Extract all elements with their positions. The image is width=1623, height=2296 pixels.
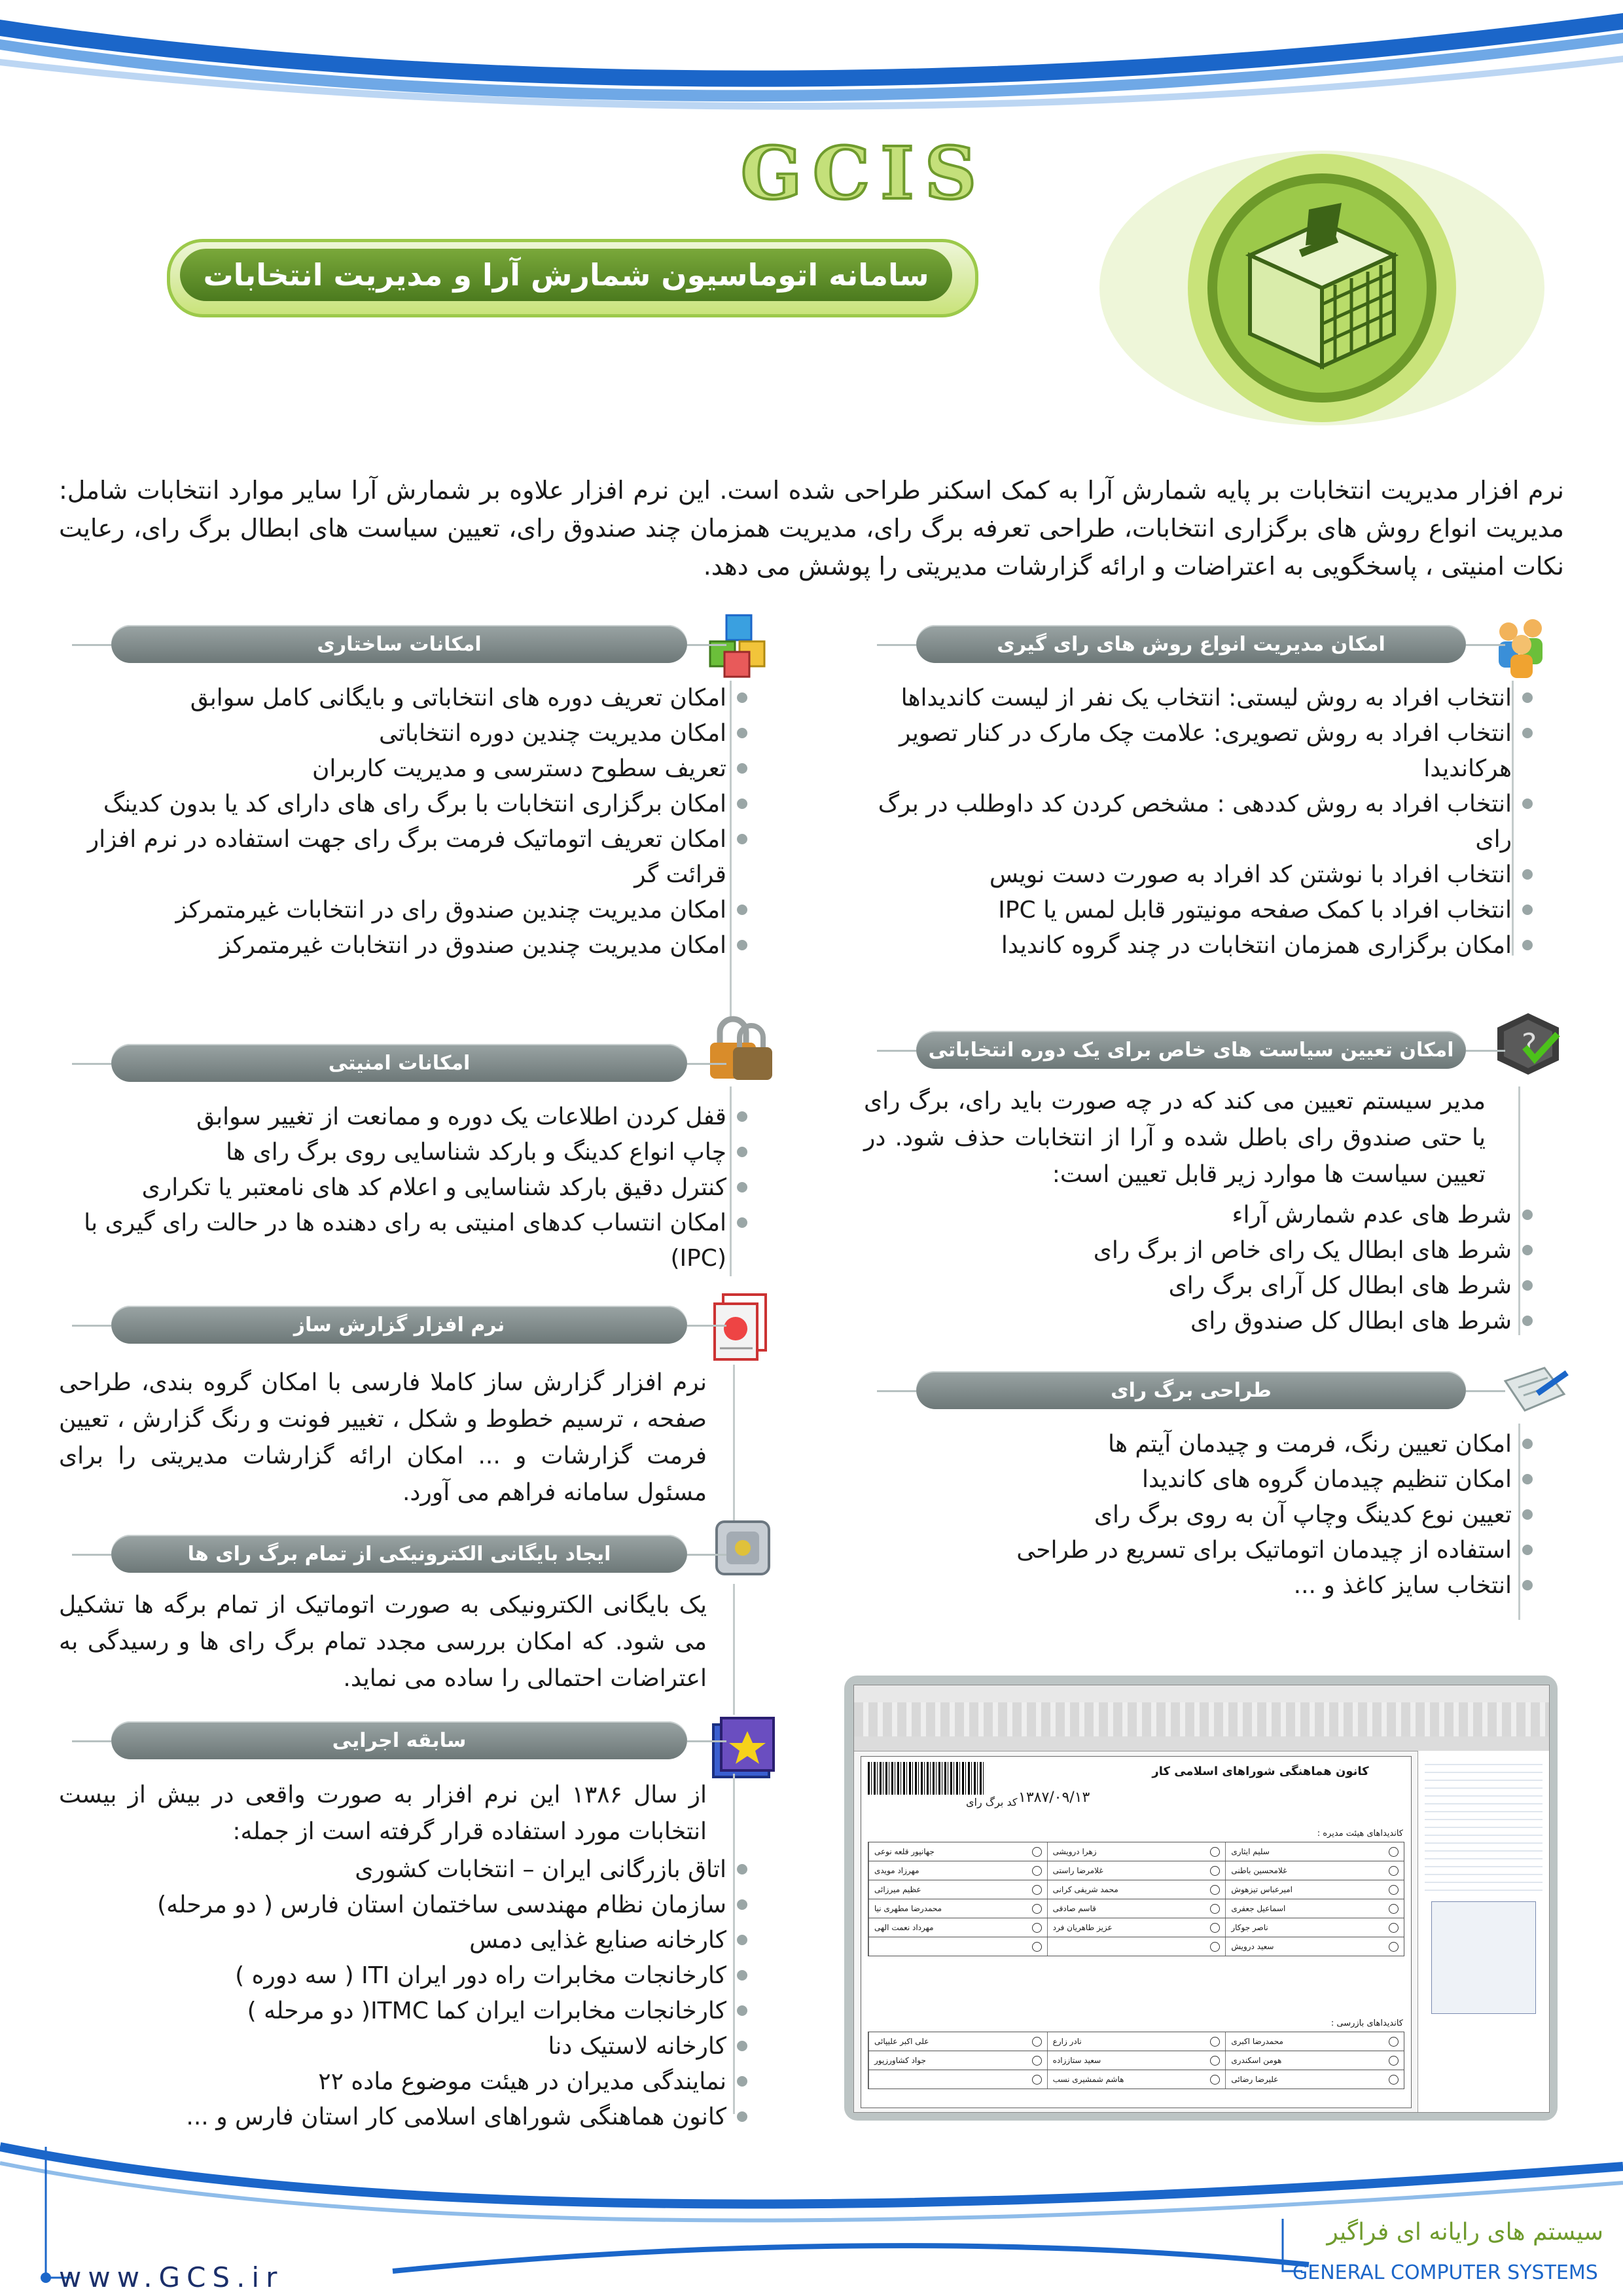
section-title-methods: امکان مدیریت انواع روش های رای گیری — [916, 625, 1466, 663]
list-item: امکان تعریف اتوماتیک فرمت برگ رای جهت استفاده در نرم افزار قرائت گر — [59, 822, 753, 893]
policy-checkmark-icon — [1492, 1008, 1564, 1080]
candidate-cell[interactable] — [1225, 1842, 1404, 1861]
section-title-report: نرم افزار گزارش ساز — [111, 1306, 687, 1344]
history-list — [59, 1852, 753, 2135]
list-item: انتخاب افراد با کمک صفحه مونیتور قابل لمس یا IPC — [877, 893, 1538, 928]
thumbnail-preview — [1431, 1901, 1536, 2014]
gcis-logo: GCIS — [740, 131, 988, 215]
list-item: انتخاب افراد به روش لیستی: انتخاب یک نفر از لیست کاندیداها — [877, 681, 1538, 716]
list-item: شرط های ابطال کل صندوق رای — [877, 1304, 1538, 1339]
vote-circle-icon[interactable] — [1210, 2056, 1220, 2066]
candidate-row — [868, 2070, 1404, 2089]
candidate-row — [868, 1880, 1404, 1899]
section-line-report — [733, 1365, 735, 1535]
vote-circle-icon[interactable] — [1210, 1942, 1220, 1952]
methods-list — [877, 681, 1538, 963]
candidate-name: عظیم میرزائی — [874, 1885, 921, 1894]
vote-circle-icon[interactable] — [1210, 2075, 1220, 2085]
candidate-cell[interactable] — [1225, 2070, 1404, 2089]
vote-circle-icon[interactable] — [1210, 2037, 1220, 2047]
candidate-cell[interactable] — [1047, 2051, 1226, 2070]
candidate-cell[interactable] — [868, 2051, 1047, 2070]
vote-circle-icon[interactable] — [1210, 1866, 1220, 1876]
policy-list — [877, 1198, 1538, 1339]
candidate-name: ناصر جوکار — [1231, 1923, 1268, 1932]
candidate-cell[interactable] — [868, 1899, 1047, 1918]
vote-circle-icon[interactable] — [1032, 2075, 1042, 2085]
candidate-cell[interactable] — [1225, 1937, 1404, 1956]
candidate-name: جهانپور قلعه نوعی — [874, 1847, 935, 1856]
candidate-name: جواد کشاورزپور — [874, 2056, 926, 2065]
website-url[interactable]: www.GCS.ir — [59, 2261, 284, 2293]
candidate-name: عزیز طاهریان فرد — [1052, 1923, 1113, 1932]
history-folder-star-icon — [707, 1712, 779, 1784]
vote-circle-icon[interactable] — [1032, 2056, 1042, 2066]
candidate-cell[interactable] — [868, 1842, 1047, 1861]
vote-circle-icon[interactable] — [1032, 1942, 1042, 1952]
candidate-row — [868, 1861, 1404, 1880]
candidate-row — [868, 1918, 1404, 1937]
candidate-name: سعید درویش — [1231, 1942, 1274, 1951]
list-item: امکان مدیریت چندین صندوق رای در انتخابات غیرمتمرکز — [59, 893, 753, 928]
tab-strip[interactable] — [854, 1736, 1549, 1751]
candidate-cell[interactable] — [1047, 1842, 1226, 1861]
candidate-name: سلیم ایثاری — [1231, 1847, 1270, 1856]
vote-circle-icon[interactable] — [1210, 1847, 1220, 1857]
candidate-cell[interactable] — [868, 2070, 1047, 2089]
list-item: تعریف سطوح دسترسی و مدیریت کاربران — [59, 751, 753, 787]
candidate-name: علی اکبر علیپائی — [874, 2037, 929, 2046]
ballot-paper — [861, 1756, 1412, 2108]
candidate-name: هومن اسکندری — [1231, 2056, 1282, 2065]
list-item: انتخاب افراد با نوشتن کد افراد به صورت دست نویس — [877, 857, 1538, 893]
candidate-row — [868, 1899, 1404, 1918]
vote-circle-icon[interactable] — [1032, 1904, 1042, 1914]
candidate-name: غلامحسین باطنی — [1231, 1866, 1287, 1875]
candidate-name: سعید ستاززاده — [1052, 2056, 1101, 2065]
candidate-name: اسماعیل جعفری — [1231, 1904, 1286, 1913]
intro-paragraph: نرم افزار مدیریت انتخابات بر پایه شمارش آرا به کمک اسکنر طراحی شده است. این نرم افزار علاوه بر شمارش آرا سایر موارد انتخابات شامل: مدیریت انواع روش های برگزاری انتخابات، طراحی تعرفه برگ رای، مدیریت همزمان چند صندوق رای، تعیین سیاست های ابطال برگ رای، رعایت نکات امنیتی ، پاسخگویی به اعتراضات و ارائه گزارشات مدیریتی را پوشش می دهد. — [59, 476, 1564, 581]
vote-circle-icon[interactable] — [1032, 1923, 1042, 1933]
candidate-cell[interactable] — [1047, 1918, 1226, 1937]
list-item: نمایندگی مدیران در هیئت موضوع ماده ۲۲ — [59, 2064, 753, 2100]
candidate-row — [868, 1842, 1404, 1861]
candidate-cell[interactable] — [1225, 1899, 1404, 1918]
company-name-en: GENERAL COMPUTER SYSTEMS — [1293, 2261, 1598, 2284]
history-text: از سال ۱۳۸۶ این نرم افزار به صورت واقعی در بیش از بیست انتخابات مورد استفاده قرار گرفته است از جمله: — [59, 1782, 707, 1845]
vote-circle-icon[interactable] — [1032, 1866, 1042, 1876]
candidate-cell[interactable] — [1047, 1880, 1226, 1899]
vote-circle-icon[interactable] — [1032, 1847, 1042, 1857]
candidate-name: مهرزاد مویدی — [874, 1866, 919, 1875]
candidate-cell[interactable] — [1047, 1899, 1226, 1918]
software-window — [853, 1685, 1550, 2113]
list-item: کارخانجات مخابرات ایران کما ITMC( دو مرحله ) — [59, 1994, 753, 2029]
ballot-date: ۱۳۸۷/۰۹/۱۳ — [1018, 1789, 1090, 1806]
list-item: کارخانه صنایع غذایی دمس — [59, 1923, 753, 1958]
svg-text:?: ? — [1522, 1028, 1537, 1061]
list-item: تعیین نوع کدینگ وچاپ آن به روی برگ رای — [877, 1498, 1538, 1533]
list-item: انتخاب سایز کاغذ و ... — [877, 1568, 1538, 1604]
list-item: شرط های ابطال یک رای خاص از برگ رای — [877, 1233, 1538, 1268]
candidate-name: غلامرضا راستی — [1052, 1866, 1103, 1875]
candidate-cell[interactable] — [1225, 1880, 1404, 1899]
vote-circle-icon[interactable] — [1389, 1942, 1399, 1952]
candidate-name: هاشم شمشیری نسب — [1052, 2075, 1124, 2084]
candidate-row — [868, 2032, 1404, 2051]
list-item: اتاق بازرگانی ایران – انتخابات کشوری — [59, 1852, 753, 1888]
list-item: شرط های ابطال کل آرای برگ رای — [877, 1268, 1538, 1304]
vote-circle-icon[interactable] — [1389, 2075, 1399, 2085]
vote-circle-icon[interactable] — [1389, 2037, 1399, 2047]
list-item: کارخانجات مخابرات راه دور ایران ITI ( سه دوره ) — [59, 1958, 753, 1994]
section-title-policy: امکان تعیین سیاست های خاص برای یک دوره انتخاباتی — [916, 1031, 1466, 1069]
report-text: نرم افزار گزارش ساز کاملا فارسی با امکان گروه بندی، طراحی صفحه ، ترسیم خطوط و شکل ، تغییر فونت و رنگ گزارش ، تعیین فرمت گزارشات و ... امکان ارائه گزارشات مدیریتی را برای مسئول سامانه فراهم می آورد. — [59, 1369, 707, 1506]
header-emblem — [1073, 131, 1544, 445]
section-title-ballot-design: طراحی برگ رای — [916, 1371, 1466, 1409]
candidate-row — [868, 2051, 1404, 2070]
candidate-name: نادر زارع — [1052, 2037, 1082, 2046]
group2-label: کاندیداهای بازرسی : — [1330, 2018, 1403, 2028]
list-item: امکان تعیین رنگ، فرمت و چیدمان آیتم ها — [877, 1427, 1538, 1462]
list-item: امکان تنظیم چیدمان گروه های کاندیدا — [877, 1462, 1538, 1498]
list-item: سازمان نظام مهندسی ساختمان استان فارس ( دو مرحله) — [59, 1888, 753, 1923]
vote-circle-icon[interactable] — [1032, 1885, 1042, 1895]
candidate-row — [868, 1937, 1404, 1956]
candidate-name: محمد شریفی کرانی — [1052, 1885, 1118, 1894]
candidate-name: مهرداد نعمت الهی — [874, 1923, 934, 1932]
section-title-structure: امکانات ساختاری — [111, 625, 687, 663]
vote-circle-icon[interactable] — [1210, 1904, 1220, 1914]
candidate-grid-inspectors — [868, 2032, 1404, 2089]
barcode — [868, 1762, 986, 1795]
candidate-name: محمدرضا اکبری — [1231, 2037, 1283, 2046]
list-item: کارخانه لاستیک دنا — [59, 2029, 753, 2064]
candidate-name: علیرضا رضائی — [1231, 2075, 1279, 2084]
list-item: امکان برگزاری انتخابات با برگ رای های دارای کد یا بدون کدینگ — [59, 787, 753, 822]
candidate-cell[interactable] — [868, 1880, 1047, 1899]
vote-circle-icon[interactable] — [1389, 1923, 1399, 1933]
list-item: امکان مدیریت چندین دوره انتخاباتی — [59, 716, 753, 751]
candidate-cell[interactable] — [1225, 1861, 1404, 1880]
section-title-security: امکانات امنیتی — [111, 1044, 687, 1082]
policy-text: مدیر سیستم تعیین می کند که در چه صورت باید رای، برگ رای یا حتی صندوق رای باطل شده و آرا از انتخابات حذف شود. در تعیین سیاست ها موارد زیر قابل تعیین است: — [864, 1088, 1486, 1188]
candidate-name: قاسم صادقی — [1052, 1904, 1096, 1913]
software-screenshot-frame — [844, 1676, 1558, 2121]
padlock-icon — [704, 1011, 776, 1083]
candidate-cell[interactable] — [1047, 1937, 1226, 1956]
candidate-cell[interactable] — [868, 2032, 1047, 2051]
list-item: انتخاب افراد به روش کددهی : مشخص کردن کد داوطلب در برگ رای — [877, 787, 1538, 857]
vote-circle-icon[interactable] — [1389, 2056, 1399, 2066]
candidate-cell[interactable] — [1047, 2032, 1226, 2051]
candidate-grid-board — [868, 1842, 1404, 1956]
section-title-archive: ایجاد بایگانی الکترونیکی از تمام برگ رای ها — [111, 1535, 687, 1573]
toolbar[interactable] — [854, 1702, 1549, 1737]
security-list — [59, 1100, 753, 1276]
tree-panel[interactable] — [1418, 1751, 1549, 2112]
list-item: شرط های عدم شمارش آراء — [877, 1198, 1538, 1233]
vote-circle-icon[interactable] — [1210, 1885, 1220, 1895]
vote-circle-icon[interactable] — [1210, 1923, 1220, 1933]
candidate-name: امیرعباس تیزهوش — [1231, 1885, 1293, 1894]
list-item: قفل کردن اطلاعات یک دوره و ممانعت از تغییر سوابق — [59, 1100, 753, 1135]
top-wave-decoration — [0, 0, 1623, 111]
archive-box-icon — [707, 1512, 779, 1584]
candidate-cell[interactable] — [1225, 2051, 1404, 2070]
candidate-cell[interactable] — [1225, 2032, 1404, 2051]
ballot-design-pen-icon — [1499, 1355, 1571, 1427]
ballot-title: کانون هماهنگی شوراهای اسلامی کار — [1152, 1765, 1369, 1778]
tree-items[interactable] — [1425, 1757, 1543, 1895]
company-name-fa: سیستم های رایانه ای فراگیر — [1327, 2219, 1603, 2246]
candidate-cell[interactable] — [1047, 2070, 1226, 2089]
list-item: کنترل دقیق بارکد شناسایی و اعلام کد های نامعتبر یا تکراری — [59, 1170, 753, 1206]
list-item: استفاده از چیدمان اتوماتیک برای تسریع در طراحی — [877, 1533, 1538, 1568]
ballot-design-list — [877, 1427, 1538, 1604]
archive-text: یک بایگانی الکترونیکی به صورت اتوماتیک از تمام برگه ها تشکیل می شود. که امکان بررسی مجدد تمام برگ رای ها و رسیدگی به اعتراضات احتمالی را ساده می نماید. — [59, 1592, 707, 1692]
vote-circle-icon[interactable] — [1389, 1885, 1399, 1895]
list-item: چاپ انواع کدینگ و بارکد شناسایی روی برگ رای ها — [59, 1135, 753, 1170]
group1-label: کاندیداهای هیئت مدیره : — [1317, 1829, 1403, 1839]
candidate-cell[interactable] — [868, 1918, 1047, 1937]
candidate-cell[interactable] — [1225, 1918, 1404, 1937]
section-line-archive — [733, 1584, 735, 1715]
structure-list — [59, 681, 753, 963]
list-item: امکان تعریف دوره های انتخاباتی و بایگانی کامل سوابق — [59, 681, 753, 716]
ballot-code-label: کد برگ رای — [966, 1796, 1018, 1808]
vote-circle-icon[interactable] — [1389, 1847, 1399, 1857]
candidate-cell[interactable] — [868, 1861, 1047, 1880]
list-item: امکان برگزاری همزمان انتخابات در چند گروه کاندیدا — [877, 928, 1538, 963]
candidate-cell[interactable] — [868, 1937, 1047, 1956]
vote-circle-icon[interactable] — [1389, 1904, 1399, 1914]
list-item: انتخاب افراد به روش تصویری: علامت چک مارک در کنار تصویر هرکاندیدا — [877, 716, 1538, 787]
candidate-name: محمدرضا مطهری نیا — [874, 1904, 942, 1913]
vote-circle-icon[interactable] — [1389, 1866, 1399, 1876]
candidate-cell[interactable] — [1047, 1861, 1226, 1880]
vote-circle-icon[interactable] — [1032, 2037, 1042, 2047]
header-title: سامانه اتوماسیون شمارش آرا و مدیریت انتخابات — [180, 249, 952, 301]
menu-bar — [854, 1685, 1549, 1703]
candidate-name: زهرا درویشی — [1052, 1847, 1097, 1856]
list-item: امکان انتساب کدهای امنیتی به رای دهنده ها در حالت رای گیری با (IPC) — [59, 1206, 753, 1276]
list-item: امکان مدیریت چندین صندوق در انتخابات غیرمتمرکز — [59, 928, 753, 963]
list-item: کانون هماهنگی شوراهای اسلامی کار استان فارس و ... — [59, 2100, 753, 2135]
section-title-history: سابقه اجرایی — [111, 1721, 687, 1759]
